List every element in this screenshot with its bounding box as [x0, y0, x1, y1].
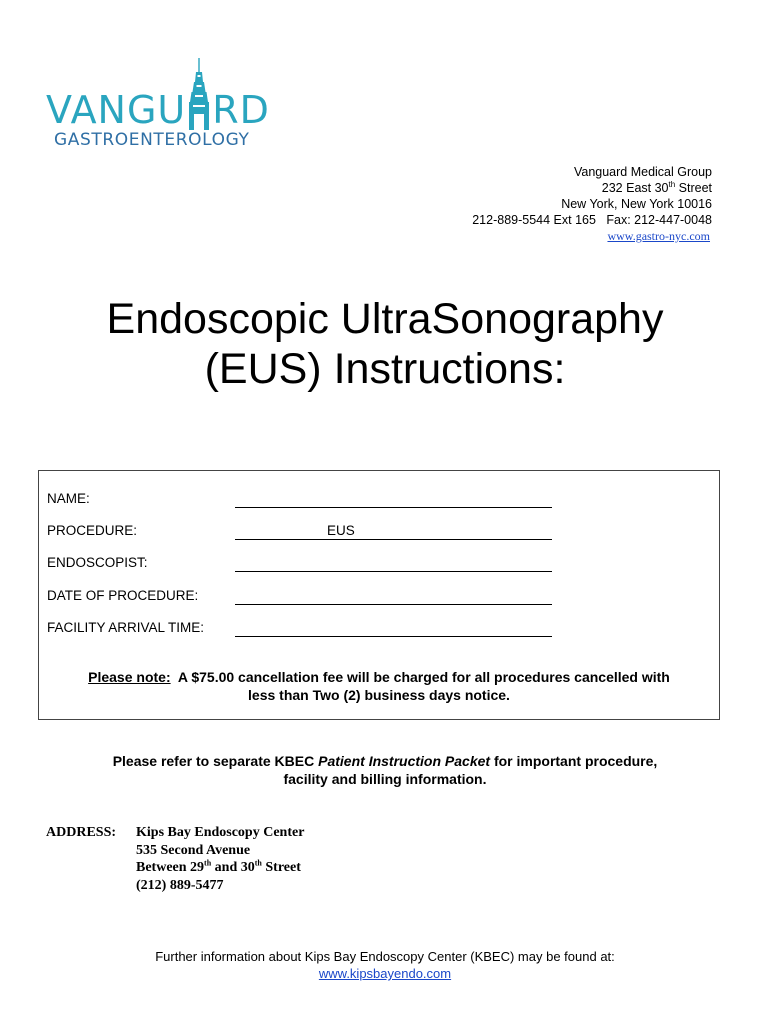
footer-text: Further information about Kips Bay Endoscopy Center (KBEC) may be found at:: [155, 949, 615, 964]
title-line-1: Endoscopic UltraSonography: [106, 295, 664, 343]
arrival-field[interactable]: [235, 636, 552, 637]
contact-street: 232 East 30th Street: [601, 179, 712, 195]
name-field[interactable]: [235, 507, 552, 508]
facility-phone: (212) 889-5477: [136, 877, 224, 893]
page-title: [0, 294, 770, 394]
logo-word-left: VANGU: [46, 88, 187, 132]
arrival-label: FACILITY ARRIVAL TIME:: [47, 620, 205, 635]
facility-cross-streets: Between 29th and 30th Street: [136, 858, 301, 875]
refer-line-2: facility and billing information.: [283, 771, 487, 787]
date-field[interactable]: [235, 604, 552, 605]
note-lead: Please note:: [88, 669, 171, 685]
form-row-endoscopist: [47, 555, 707, 573]
procedure-value: EUS: [327, 523, 355, 538]
endoscopist-field[interactable]: [235, 571, 552, 572]
logo-wordmark: [46, 90, 270, 162]
procedure-label: PROCEDURE:: [47, 523, 138, 538]
note-text-1: A $75.00 cancellation fee will be charged for all procedures cancelled with: [170, 669, 670, 685]
contact-block: [472, 164, 712, 244]
refer-notice: Please refer to separate KBEC Patient Instruction Packet for important procedure, facility and billing information.: [0, 752, 770, 788]
facility-name: Kips Bay Endoscopy Center: [136, 825, 305, 840]
form-row-arrival: [47, 620, 707, 638]
note-text-2: less than Two (2) business days notice.: [248, 687, 510, 703]
contact-org: Vanguard Medical Group: [573, 165, 712, 179]
contact-city: New York, New York 10016: [561, 197, 712, 211]
title-line-2: (EUS) Instructions:: [204, 345, 566, 393]
logo-subtitle: GASTROENTEROLOGY: [54, 130, 250, 150]
cancellation-note: [39, 668, 719, 704]
website-link[interactable]: www.gastro-nyc.com: [607, 229, 710, 243]
endoscopist-label: ENDOSCOPIST:: [47, 555, 148, 570]
chrysler-building-icon: [186, 58, 212, 130]
contact-phone-fax: 212-889-5544 Ext 165 Fax: 212-447-0048: [472, 213, 712, 227]
facility-street: 535 Second Avenue: [136, 842, 251, 858]
kbec-website-link[interactable]: www.kipsbayendo.com: [318, 966, 452, 981]
footer: [0, 948, 770, 982]
date-label: DATE OF PROCEDURE:: [47, 588, 199, 603]
patient-form-box: [38, 470, 720, 720]
form-row-name: [47, 491, 707, 509]
form-row-date: [47, 588, 707, 606]
packet-name: Patient Instruction Packet: [318, 753, 491, 769]
address-label: ADDRESS:: [46, 825, 117, 840]
logo-word-right: RD: [212, 88, 270, 132]
vanguard-logo: [46, 64, 270, 156]
name-label: NAME:: [47, 491, 90, 506]
procedure-field[interactable]: [235, 539, 552, 540]
form-row-procedure: [47, 523, 707, 541]
